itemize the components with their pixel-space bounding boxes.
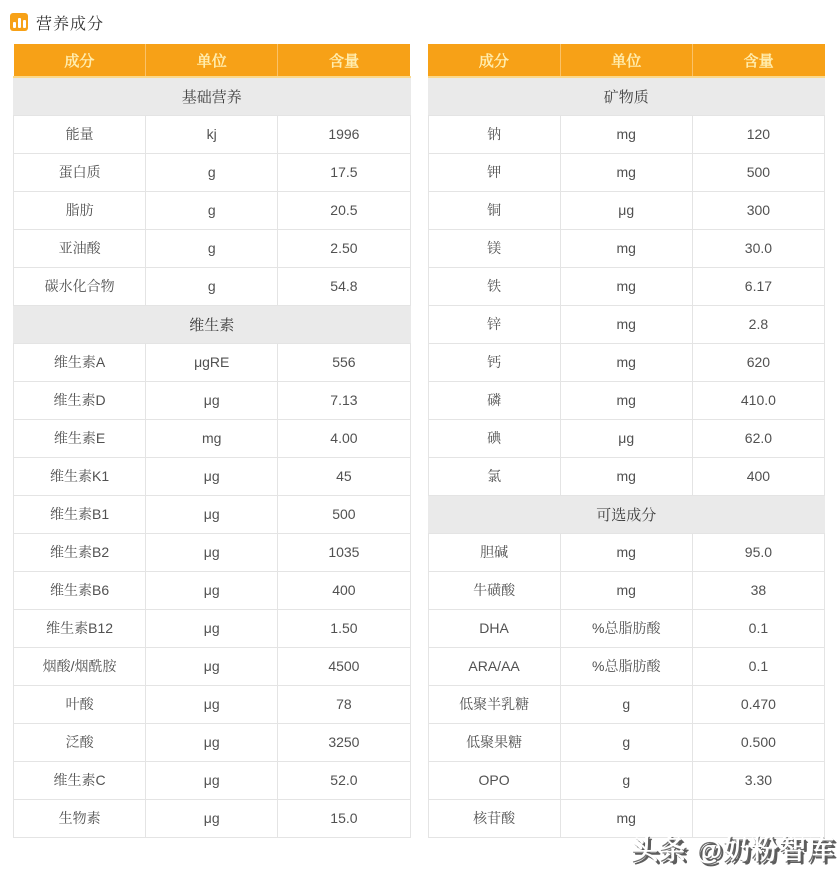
amount-cell: 0.1 [692, 647, 824, 685]
table-row [14, 229, 411, 267]
amount-cell: 45 [278, 457, 410, 495]
component-cell: 钠 [428, 115, 560, 153]
table-row [14, 685, 411, 723]
amount-cell: 410.0 [692, 381, 824, 419]
amount-cell: 17.5 [278, 153, 410, 191]
amount-cell: 30.0 [692, 229, 824, 267]
component-cell: 钙 [428, 343, 560, 381]
component-cell: DHA [428, 609, 560, 647]
component-cell: 维生素B2 [14, 533, 146, 571]
table-row [428, 685, 825, 723]
amount-cell: 7.13 [278, 381, 410, 419]
nutrition-table-left [13, 44, 411, 838]
table-row [14, 191, 411, 229]
section-row [428, 77, 825, 115]
amount-cell: 4.00 [278, 419, 410, 457]
component-cell: 碳水化合物 [14, 267, 146, 305]
amount-cell: 620 [692, 343, 824, 381]
amount-cell: 120 [692, 115, 824, 153]
component-cell: 低聚半乳糖 [428, 685, 560, 723]
amount-cell: 95.0 [692, 533, 824, 571]
component-cell: 维生素A [14, 343, 146, 381]
component-cell: 胆碱 [428, 533, 560, 571]
section-row [14, 77, 411, 115]
table-row [14, 419, 411, 457]
table-row [428, 723, 825, 761]
table-row [428, 609, 825, 647]
header-row [14, 44, 411, 77]
table-row [428, 305, 825, 343]
section-title: 维生素 [14, 305, 411, 343]
section-row [14, 305, 411, 343]
section-title: 可选成分 [428, 495, 825, 533]
table-row [428, 229, 825, 267]
table-row [14, 723, 411, 761]
amount-cell: 20.5 [278, 191, 410, 229]
unit-cell: μg [146, 457, 278, 495]
unit-cell: μg [146, 533, 278, 571]
component-cell: 生物素 [14, 799, 146, 837]
table-row [428, 761, 825, 799]
table-row [428, 533, 825, 571]
component-cell: 镁 [428, 229, 560, 267]
component-cell: 核苷酸 [428, 799, 560, 837]
unit-cell: μg [560, 419, 692, 457]
amount-cell: 52.0 [278, 761, 410, 799]
section-title: 基础营养 [14, 77, 411, 115]
bar-chart-icon-bar [23, 20, 26, 28]
tables-container [0, 36, 837, 838]
component-cell: 蛋白质 [14, 153, 146, 191]
unit-cell: mg [560, 799, 692, 837]
table-row [14, 457, 411, 495]
unit-cell: μg [146, 685, 278, 723]
unit-cell: g [146, 229, 278, 267]
component-cell: 铁 [428, 267, 560, 305]
table-row [14, 267, 411, 305]
amount-cell: 300 [692, 191, 824, 229]
amount-cell: 556 [278, 343, 410, 381]
unit-cell: g [560, 685, 692, 723]
amount-cell: 1035 [278, 533, 410, 571]
unit-cell: μg [146, 761, 278, 799]
table-row [428, 419, 825, 457]
watermark: 头条 @奶粉智库 [631, 835, 835, 865]
unit-cell: μg [146, 723, 278, 761]
unit-cell: μgRE [146, 343, 278, 381]
component-cell: 亚油酸 [14, 229, 146, 267]
amount-cell: 0.500 [692, 723, 824, 761]
bar-chart-icon-bar [13, 22, 16, 28]
unit-cell: %总脂肪酸 [560, 609, 692, 647]
unit-cell: mg [560, 153, 692, 191]
table-row [428, 267, 825, 305]
amount-cell: 38 [692, 571, 824, 609]
amount-cell: 3.30 [692, 761, 824, 799]
unit-cell: g [560, 761, 692, 799]
component-cell: 铜 [428, 191, 560, 229]
component-cell: 叶酸 [14, 685, 146, 723]
table-row [14, 571, 411, 609]
page-title: 营养成分 [36, 15, 105, 33]
component-cell: 维生素D [14, 381, 146, 419]
column-header: 单位 [560, 44, 692, 77]
component-cell: 维生素C [14, 761, 146, 799]
component-cell: 维生素B1 [14, 495, 146, 533]
amount-cell: 1.50 [278, 609, 410, 647]
table-row [428, 153, 825, 191]
component-cell: 能量 [14, 115, 146, 153]
unit-cell: mg [560, 229, 692, 267]
component-cell: 磷 [428, 381, 560, 419]
column-header: 成分 [14, 44, 146, 77]
unit-cell: μg [560, 191, 692, 229]
unit-cell: μg [146, 799, 278, 837]
table-row [428, 381, 825, 419]
column-header: 单位 [146, 44, 278, 77]
unit-cell: g [146, 191, 278, 229]
table-row [14, 343, 411, 381]
unit-cell: mg [146, 419, 278, 457]
unit-cell: μg [146, 381, 278, 419]
unit-cell: μg [146, 571, 278, 609]
nutrition-table-right [428, 44, 826, 838]
table-row [428, 647, 825, 685]
amount-cell: 2.8 [692, 305, 824, 343]
component-cell: 氯 [428, 457, 560, 495]
component-cell: OPO [428, 761, 560, 799]
table-row [428, 571, 825, 609]
table-row [428, 191, 825, 229]
component-cell: 锌 [428, 305, 560, 343]
amount-cell: 500 [692, 153, 824, 191]
component-cell: 维生素B12 [14, 609, 146, 647]
unit-cell: g [146, 267, 278, 305]
unit-cell: μg [146, 495, 278, 533]
section-title: 矿物质 [428, 77, 825, 115]
unit-cell: μg [146, 609, 278, 647]
table-row [428, 115, 825, 153]
amount-cell: 15.0 [278, 799, 410, 837]
amount-cell: 1996 [278, 115, 410, 153]
amount-cell: 2.50 [278, 229, 410, 267]
table-row [14, 609, 411, 647]
column-header: 含量 [278, 44, 410, 77]
table-row [428, 457, 825, 495]
amount-cell: 3250 [278, 723, 410, 761]
bar-chart-icon [10, 13, 28, 31]
amount-cell: 400 [692, 457, 824, 495]
unit-cell: mg [560, 381, 692, 419]
component-cell: 维生素E [14, 419, 146, 457]
table-row [14, 533, 411, 571]
amount-cell: 78 [278, 685, 410, 723]
amount-cell: 0.470 [692, 685, 824, 723]
amount-cell: 54.8 [278, 267, 410, 305]
table-row [14, 495, 411, 533]
bar-chart-icon-bar [18, 18, 21, 28]
unit-cell: mg [560, 533, 692, 571]
amount-cell: 6.17 [692, 267, 824, 305]
unit-cell: mg [560, 267, 692, 305]
component-cell: 烟酸/烟酰胺 [14, 647, 146, 685]
component-cell: ARA/AA [428, 647, 560, 685]
component-cell: 泛酸 [14, 723, 146, 761]
component-cell: 牛磺酸 [428, 571, 560, 609]
table-row [14, 647, 411, 685]
table-row [14, 761, 411, 799]
amount-cell: 4500 [278, 647, 410, 685]
unit-cell: kj [146, 115, 278, 153]
component-cell: 低聚果糖 [428, 723, 560, 761]
table-row [14, 381, 411, 419]
unit-cell: μg [146, 647, 278, 685]
title-bar [0, 0, 837, 36]
column-header: 含量 [692, 44, 824, 77]
unit-cell: mg [560, 343, 692, 381]
component-cell: 碘 [428, 419, 560, 457]
amount-cell: 62.0 [692, 419, 824, 457]
table-row [14, 153, 411, 191]
table-row [428, 343, 825, 381]
column-header: 成分 [428, 44, 560, 77]
header-row [428, 44, 825, 77]
unit-cell: mg [560, 571, 692, 609]
unit-cell: g [560, 723, 692, 761]
unit-cell: mg [560, 457, 692, 495]
unit-cell: mg [560, 305, 692, 343]
component-cell: 脂肪 [14, 191, 146, 229]
unit-cell: %总脂肪酸 [560, 647, 692, 685]
amount-cell: 500 [278, 495, 410, 533]
amount-cell: 0.1 [692, 609, 824, 647]
section-row [428, 495, 825, 533]
component-cell: 钾 [428, 153, 560, 191]
amount-cell: 400 [278, 571, 410, 609]
table-row [14, 799, 411, 837]
component-cell: 维生素K1 [14, 457, 146, 495]
unit-cell: g [146, 153, 278, 191]
unit-cell: mg [560, 115, 692, 153]
component-cell: 维生素B6 [14, 571, 146, 609]
table-row [14, 115, 411, 153]
